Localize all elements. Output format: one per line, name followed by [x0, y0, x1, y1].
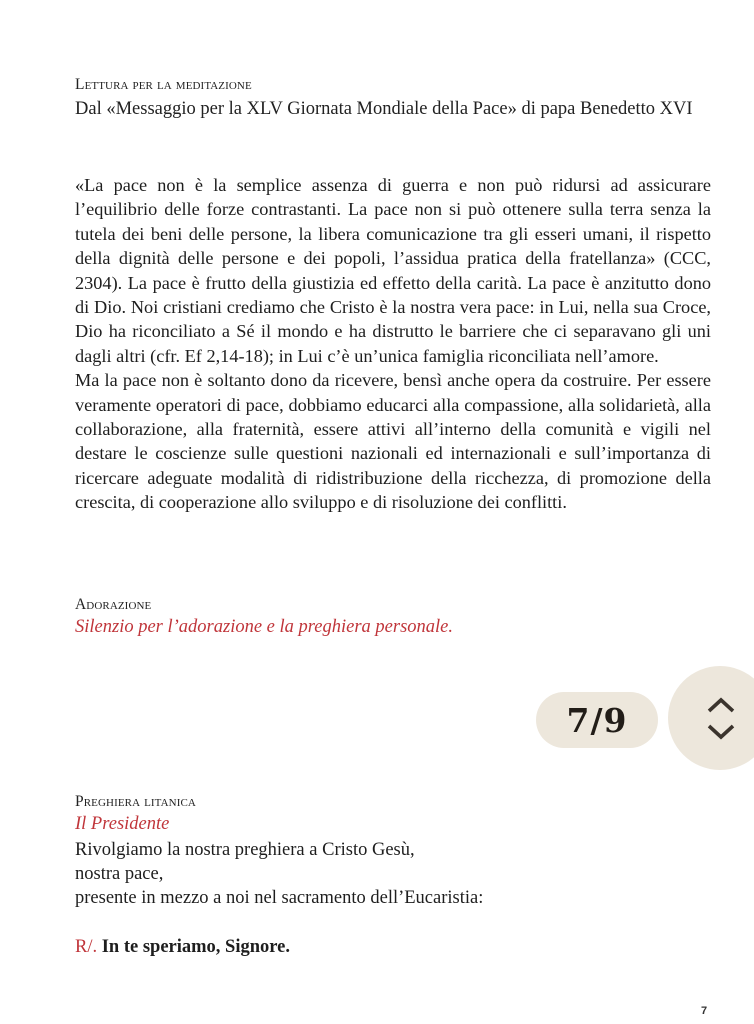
adoration-rubric: Silenzio per l’adorazione e la preghiera personale. [75, 617, 454, 637]
response-text: In te speriamo, Signore. [101, 937, 290, 957]
litany-line-2: nostra pace, [75, 864, 164, 884]
reading-paragraph-1: «La pace non è la semplice assenza di guerra e non può ridursi ad assicurare l’equilibrio delle forze contrastanti. La pace non si può ottenere sulla terra senza la tutela dei beni delle persone, la libera comunicazione tra gli esseri umani, il rispetto della dignità delle persone e dei popoli, l’assidua pratica della fratellanza» (CCC, 2304). La pace è frutto della giustizia ed effetto della carità. La pace è anzitutto dono di Dio. Noi cristiani crediamo che Cristo è la nostra vera pace: in Lui, nella sua Croce, Dio ha riconciliato a Sé il mondo e ha distrutto le barriere che ci separavano gli uni dagli altri (cfr. Ef 2,14-18); in Lui c’è un’unica famiglia riconciliata nell’amore. [75, 175, 711, 366]
response-mark: R/. [75, 937, 98, 957]
litany-line-1: Rivolgiamo la nostra preghiera a Cristo Gesù, [75, 840, 415, 860]
reading-heading: Lettura per la meditazione [75, 76, 252, 93]
litany-response [75, 937, 290, 958]
chevron-up-down-icon [706, 696, 736, 742]
litany-heading: Preghiera litanica [75, 793, 196, 810]
litany-speaker: Il Presidente [75, 814, 170, 834]
page-indicator: 7/9 [536, 692, 658, 748]
page-scroll-button[interactable] [668, 666, 754, 770]
page-number: 7 [701, 1005, 708, 1017]
litany-line-3: presente in mezzo a noi nel sacramento dell’Eucaristia: [75, 888, 484, 908]
reading-source: Dal «Messaggio per la XLV Giornata Mondiale della Pace» di papa Benedetto XVI [75, 99, 693, 119]
reading-paragraph-2: Ma la pace non è soltanto dono da ricevere, bensì anche opera da costruire. Per essere veramente operatori di pace, dobbiamo educarci alla compassione, alla solidarietà, alla collaborazione, alla fraternità, essere attivi all’interno della comunità e vigili nel destare le coscienze sulle questioni nazionali ed internazionali e sull’importanza di ricercare adeguate modalità di ridistribuzione della ricchezza, di promozione della crescita, di cooperazione allo sviluppo e di risoluzione dei conflitti. [75, 370, 711, 513]
reading-body [75, 173, 711, 515]
adoration-heading: Adorazione [75, 596, 152, 613]
